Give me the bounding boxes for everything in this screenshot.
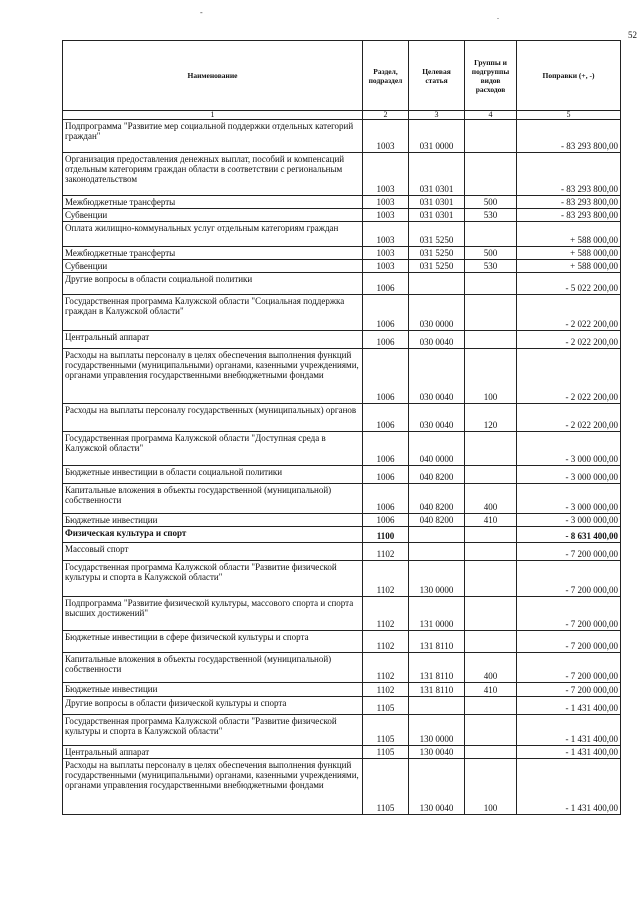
row-section: 1006	[363, 349, 409, 404]
table-row	[63, 697, 621, 715]
row-name: Расходы на выплаты персоналу в целях обеспечения выполнения функций государственными (муниципальными) органами, казенными учреждениями, органами управления государственными внебюджетными фондами	[63, 349, 363, 404]
row-group	[465, 331, 517, 349]
row-group	[465, 746, 517, 759]
row-section: 1102	[363, 561, 409, 597]
row-article: 130 0000	[409, 561, 465, 597]
table-row	[63, 715, 621, 746]
row-article: 040 8200	[409, 466, 465, 484]
row-section: 1006	[363, 484, 409, 514]
row-section: 1102	[363, 631, 409, 653]
row-section: 1102	[363, 543, 409, 561]
row-group: 120	[465, 404, 517, 432]
table-row	[63, 349, 621, 404]
row-article: 031 5250	[409, 222, 465, 247]
row-section: 1105	[363, 697, 409, 715]
row-amount: - 3 000 000,00	[517, 432, 621, 466]
row-amount: - 7 200 000,00	[517, 543, 621, 561]
row-amount: - 2 022 200,00	[517, 295, 621, 331]
row-name: Расходы на выплаты персоналу государственных (муниципальных) органов	[63, 404, 363, 432]
table-row	[63, 432, 621, 466]
row-article: 030 0000	[409, 295, 465, 331]
row-name: Оплата жилищно-коммунальных услуг отдельным категориям граждан	[63, 222, 363, 247]
row-amount: - 3 000 000,00	[517, 514, 621, 527]
row-amount: - 7 200 000,00	[517, 597, 621, 631]
row-amount: - 1 431 400,00	[517, 715, 621, 746]
row-section: 1105	[363, 759, 409, 815]
row-amount: - 1 431 400,00	[517, 759, 621, 815]
column-number: 4	[465, 111, 517, 120]
row-section: 1003	[363, 120, 409, 153]
row-group	[465, 153, 517, 196]
row-section: 1105	[363, 746, 409, 759]
row-section: 1003	[363, 247, 409, 260]
row-amount: - 3 000 000,00	[517, 466, 621, 484]
row-section: 1102	[363, 597, 409, 631]
row-article: 031 0301	[409, 196, 465, 209]
row-section: 1006	[363, 466, 409, 484]
row-group: 530	[465, 260, 517, 273]
row-name: Государственная программа Калужской области "Доступная среда в Калужской области"	[63, 432, 363, 466]
row-name: Субвенции	[63, 209, 363, 222]
header-row	[63, 41, 621, 111]
scan-mark: -	[200, 8, 203, 17]
row-amount: - 1 431 400,00	[517, 697, 621, 715]
row-group	[465, 631, 517, 653]
row-name: Субвенции	[63, 260, 363, 273]
row-article: 031 0000	[409, 120, 465, 153]
row-amount: + 588 000,00	[517, 222, 621, 247]
row-amount: - 83 293 800,00	[517, 120, 621, 153]
row-amount: - 2 022 200,00	[517, 331, 621, 349]
header-amendments: Поправки (+, -)	[517, 41, 621, 111]
row-article: 130 0040	[409, 746, 465, 759]
row-section: 1006	[363, 273, 409, 295]
row-name: Межбюджетные трансферты	[63, 247, 363, 260]
row-group: 500	[465, 247, 517, 260]
row-section: 1003	[363, 260, 409, 273]
row-article: 130 0040	[409, 759, 465, 815]
column-number: 3	[409, 111, 465, 120]
row-name: Государственная программа Калужской области "Развитие физической культуры и спорта в Калужской области"	[63, 561, 363, 597]
row-article: 131 8110	[409, 653, 465, 683]
table-row	[63, 484, 621, 514]
row-group: 100	[465, 349, 517, 404]
row-group	[465, 432, 517, 466]
table-row	[63, 466, 621, 484]
row-group	[465, 527, 517, 543]
row-section: 1003	[363, 222, 409, 247]
row-group	[465, 273, 517, 295]
table-row	[63, 597, 621, 631]
row-section: 1006	[363, 514, 409, 527]
row-article: 031 5250	[409, 247, 465, 260]
column-number: 1	[63, 111, 363, 120]
table-row	[63, 543, 621, 561]
row-group	[465, 715, 517, 746]
row-group	[465, 120, 517, 153]
table-row	[63, 273, 621, 295]
row-name: Другие вопросы в области физической культуры и спорта	[63, 697, 363, 715]
row-article: 030 0040	[409, 404, 465, 432]
row-amount: - 5 022 200,00	[517, 273, 621, 295]
row-name: Капитальные вложения в объекты государственной (муниципальной) собственности	[63, 484, 363, 514]
row-article	[409, 697, 465, 715]
row-group	[465, 697, 517, 715]
row-amount: + 588 000,00	[517, 247, 621, 260]
table-row	[63, 527, 621, 543]
row-group	[465, 597, 517, 631]
row-section: 1006	[363, 295, 409, 331]
table-row	[63, 631, 621, 653]
table-row	[63, 120, 621, 153]
column-number-row	[63, 111, 621, 120]
row-article	[409, 543, 465, 561]
row-amount: - 7 200 000,00	[517, 653, 621, 683]
row-article	[409, 273, 465, 295]
row-section: 1003	[363, 209, 409, 222]
table-row	[63, 247, 621, 260]
row-group: 400	[465, 484, 517, 514]
row-section: 1105	[363, 715, 409, 746]
row-name: Государственная программа Калужской области "Развитие физической культуры и спорта в Калужской области"	[63, 715, 363, 746]
table-row	[63, 222, 621, 247]
row-name: Массовый спорт	[63, 543, 363, 561]
row-article: 031 5250	[409, 260, 465, 273]
row-amount: - 1 431 400,00	[517, 746, 621, 759]
row-amount: - 7 200 000,00	[517, 683, 621, 697]
row-amount: - 2 022 200,00	[517, 404, 621, 432]
page-number: 52	[628, 30, 637, 40]
row-article: 031 0301	[409, 209, 465, 222]
row-section: 1003	[363, 196, 409, 209]
table-row	[63, 653, 621, 683]
table-row	[63, 209, 621, 222]
row-article: 040 8200	[409, 484, 465, 514]
row-section: 1003	[363, 153, 409, 196]
row-amount: - 3 000 000,00	[517, 484, 621, 514]
budget-amendments-table	[62, 40, 621, 815]
row-amount: - 7 200 000,00	[517, 561, 621, 597]
row-section: 1100	[363, 527, 409, 543]
row-group: 410	[465, 514, 517, 527]
row-amount: - 2 022 200,00	[517, 349, 621, 404]
scan-mark: .	[497, 12, 499, 21]
header-name: Наименование	[63, 41, 363, 111]
row-article	[409, 527, 465, 543]
row-name: Бюджетные инвестиции в области социальной политики	[63, 466, 363, 484]
row-section: 1006	[363, 432, 409, 466]
column-number: 5	[517, 111, 621, 120]
row-amount: - 8 631 400,00	[517, 527, 621, 543]
column-number: 2	[363, 111, 409, 120]
table-row	[63, 746, 621, 759]
row-name: Другие вопросы в области социальной политики	[63, 273, 363, 295]
table-row	[63, 404, 621, 432]
row-section: 1006	[363, 331, 409, 349]
row-group: 400	[465, 653, 517, 683]
row-group: 100	[465, 759, 517, 815]
row-amount: - 7 200 000,00	[517, 631, 621, 653]
table-row	[63, 260, 621, 273]
table-row	[63, 561, 621, 597]
row-group: 500	[465, 196, 517, 209]
row-name: Подпрограмма "Развитие мер социальной поддержки отдельных категорий граждан"	[63, 120, 363, 153]
header-section: Раздел, подраздел	[363, 41, 409, 111]
row-name: Государственная программа Калужской области "Социальная поддержка граждан в Калужской области"	[63, 295, 363, 331]
row-section: 1102	[363, 683, 409, 697]
row-article: 040 0000	[409, 432, 465, 466]
header-article: Целевая статья	[409, 41, 465, 111]
row-name: Капитальные вложения в объекты государственной (муниципальной) собственности	[63, 653, 363, 683]
row-name: Центральный аппарат	[63, 331, 363, 349]
row-amount: - 83 293 800,00	[517, 209, 621, 222]
row-group	[465, 561, 517, 597]
row-article: 031 0301	[409, 153, 465, 196]
row-article: 131 8110	[409, 683, 465, 697]
table-row	[63, 295, 621, 331]
row-group: 530	[465, 209, 517, 222]
row-group: 410	[465, 683, 517, 697]
row-article: 040 8200	[409, 514, 465, 527]
table-row	[63, 759, 621, 815]
row-name: Бюджетные инвестиции в сфере физической культуры и спорта	[63, 631, 363, 653]
row-article: 131 8110	[409, 631, 465, 653]
row-name: Бюджетные инвестиции	[63, 683, 363, 697]
row-group	[465, 295, 517, 331]
table-row	[63, 196, 621, 209]
row-amount: - 83 293 800,00	[517, 196, 621, 209]
row-name: Межбюджетные трансферты	[63, 196, 363, 209]
row-article: 030 0040	[409, 349, 465, 404]
table-row	[63, 153, 621, 196]
row-section: 1102	[363, 653, 409, 683]
row-name: Подпрограмма "Развитие физической культуры, массового спорта и спорта высших достижений"	[63, 597, 363, 631]
table-row	[63, 514, 621, 527]
row-article: 030 0040	[409, 331, 465, 349]
header-groups: Группы и подгруппы видов расходов	[465, 41, 517, 111]
row-amount: + 588 000,00	[517, 260, 621, 273]
row-name: Центральный аппарат	[63, 746, 363, 759]
row-group	[465, 466, 517, 484]
row-amount: - 83 293 800,00	[517, 153, 621, 196]
row-name: Бюджетные инвестиции	[63, 514, 363, 527]
row-article: 130 0000	[409, 715, 465, 746]
row-name: Физическая культура и спорт	[63, 527, 363, 543]
row-group	[465, 222, 517, 247]
row-group	[465, 543, 517, 561]
row-section: 1006	[363, 404, 409, 432]
row-article: 131 0000	[409, 597, 465, 631]
table-row	[63, 331, 621, 349]
table-row	[63, 683, 621, 697]
row-name: Организация предоставления денежных выплат, пособий и компенсаций отдельным категориям граждан области в соответствии с региональным законодательством	[63, 153, 363, 196]
row-name: Расходы на выплаты персоналу в целях обеспечения выполнения функций государственными (муниципальными) органами, казенными учреждениями, органами управления государственными внебюджетными фондами	[63, 759, 363, 815]
